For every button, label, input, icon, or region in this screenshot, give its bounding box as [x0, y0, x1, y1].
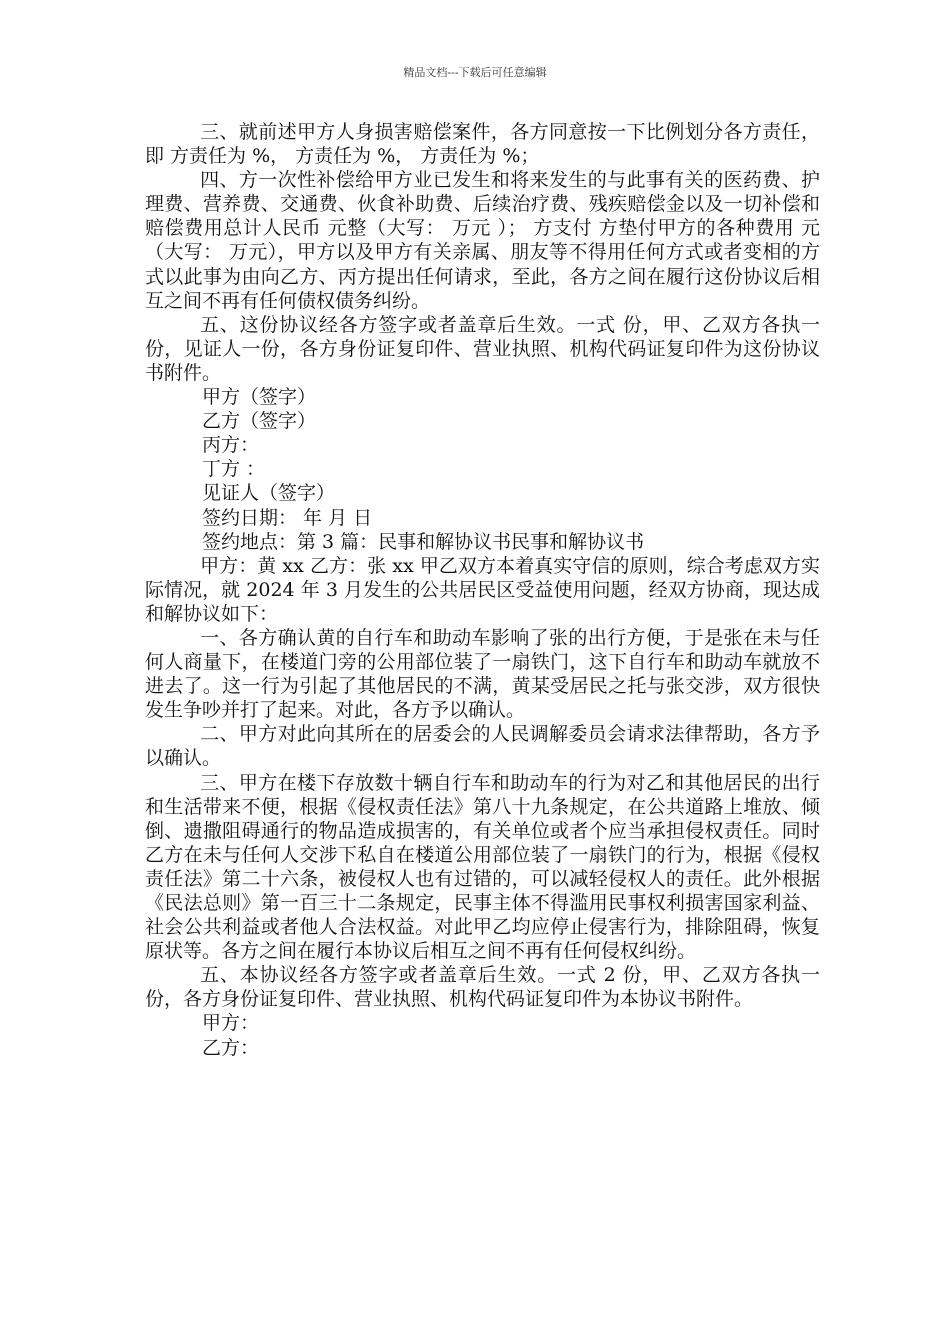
paragraph-liability-ratio: 三、就前述甲方人身损害赔偿案件，各方同意按一下比例划分各方责任，即 方责任为 %， 方责任为 %， 方责任为 %； — [145, 121, 820, 168]
signature-party-b: 乙方（签字） — [202, 410, 317, 433]
signature-party-a-2: 甲方： — [202, 1012, 260, 1035]
paragraph-clause-1: 一、各方确认黄的自行车和助动车影响了张的出行方便，于是张在未与任何人商量下，在楼道门旁的公用部位装了一扇铁门，这下自行车和助动车就放不进去了。这一行为引起了其他居民的不满，黄某受居民之托与张交涉，双方很快发生争吵并打了起来。对此，各方予以确认。 — [145, 626, 820, 722]
signing-place-and-title: 签约地点：第 3 篇：民事和解协议书民事和解协议书 — [202, 530, 645, 553]
signature-witness: 见证人（签字） — [202, 482, 336, 505]
paragraph-clause-2: 二、甲方对此向其所在的居委会的人民调解委员会请求法律帮助，各方予以确认。 — [145, 723, 820, 770]
signing-date: 签约日期： 年 月 日 — [202, 506, 373, 529]
signature-party-c: 丙方： — [202, 434, 260, 457]
paragraph-effectiveness: 五、这份协议经各方签字或者盖章后生效。一式 份，甲、乙双方各执一份，见证人一份，各方身份证复印件、营业执照、机构代码证复印件为这份协议书附件。 — [145, 313, 820, 384]
document-body — [145, 120, 820, 1060]
paragraph-parties-intro: 甲方：黄 xx 乙方：张 xx 甲乙双方本着真实守信的原则，综合考虑双方实际情况，就 2024 年 3 月发生的公共居民区受益使用问题，经双方协商，现达成和解协议如下： — [145, 554, 820, 625]
signature-party-b-2: 乙方： — [202, 1036, 260, 1059]
signature-party-a: 甲方（签字） — [202, 386, 317, 409]
paragraph-clause-5: 五、本协议经各方签字或者盖章后生效。一式 2 份，甲、乙双方各执一份，各方身份证复印件、营业执照、机构代码证复印件为本协议书附件。 — [145, 964, 820, 1011]
paragraph-compensation: 四、方一次性补偿给甲方业已发生和将来发生的与此事有关的医药费、护理费、营养费、交通费、伙食补助费、后续治疗费、残疾赔偿金以及一切补偿和赔偿费用总计人民币 元整（大写： 万元 ）； 方支付 方垫付甲方的各种费用 元（大写： 万元），甲方以及甲方有关亲属、朋友等不得用任何方式或者变相的方式以此事为由向乙方、丙方提出任何请求，至此，各方之间在履行这份协议后相互之间不再有任何债权债务纠纷。 — [145, 169, 820, 312]
paragraph-clause-3: 三、甲方在楼下存放数十辆自行车和助动车的行为对乙和其他居民的出行和生活带来不便，根据《侵权责任法》第八十九条规定，在公共道路上堆放、倾倒、遗撒阻碍通行的物品造成损害的，有关单位或者个应当承担侵权责任。同时乙方在未与任何人交涉下私自在楼道公用部位装了一扇铁门的行为，根据《侵权责任法》第二十六条，被侵权人也有过错的，可以减轻侵权人的责任。此外根据《民法总则》第一百三十二条规定，民事主体不得滥用民事权利损害国家利益、社会公共利益或者他人合法权益。对此甲乙均应停止侵害行为，排除阻碍，恢复原状等。各方之间在履行本协议后相互之间不再有任何侵权纠纷。 — [145, 771, 820, 963]
page-header: 精品文档---下载后可任意编辑 — [403, 66, 547, 79]
signature-party-d: 丁方 ： — [202, 458, 266, 481]
